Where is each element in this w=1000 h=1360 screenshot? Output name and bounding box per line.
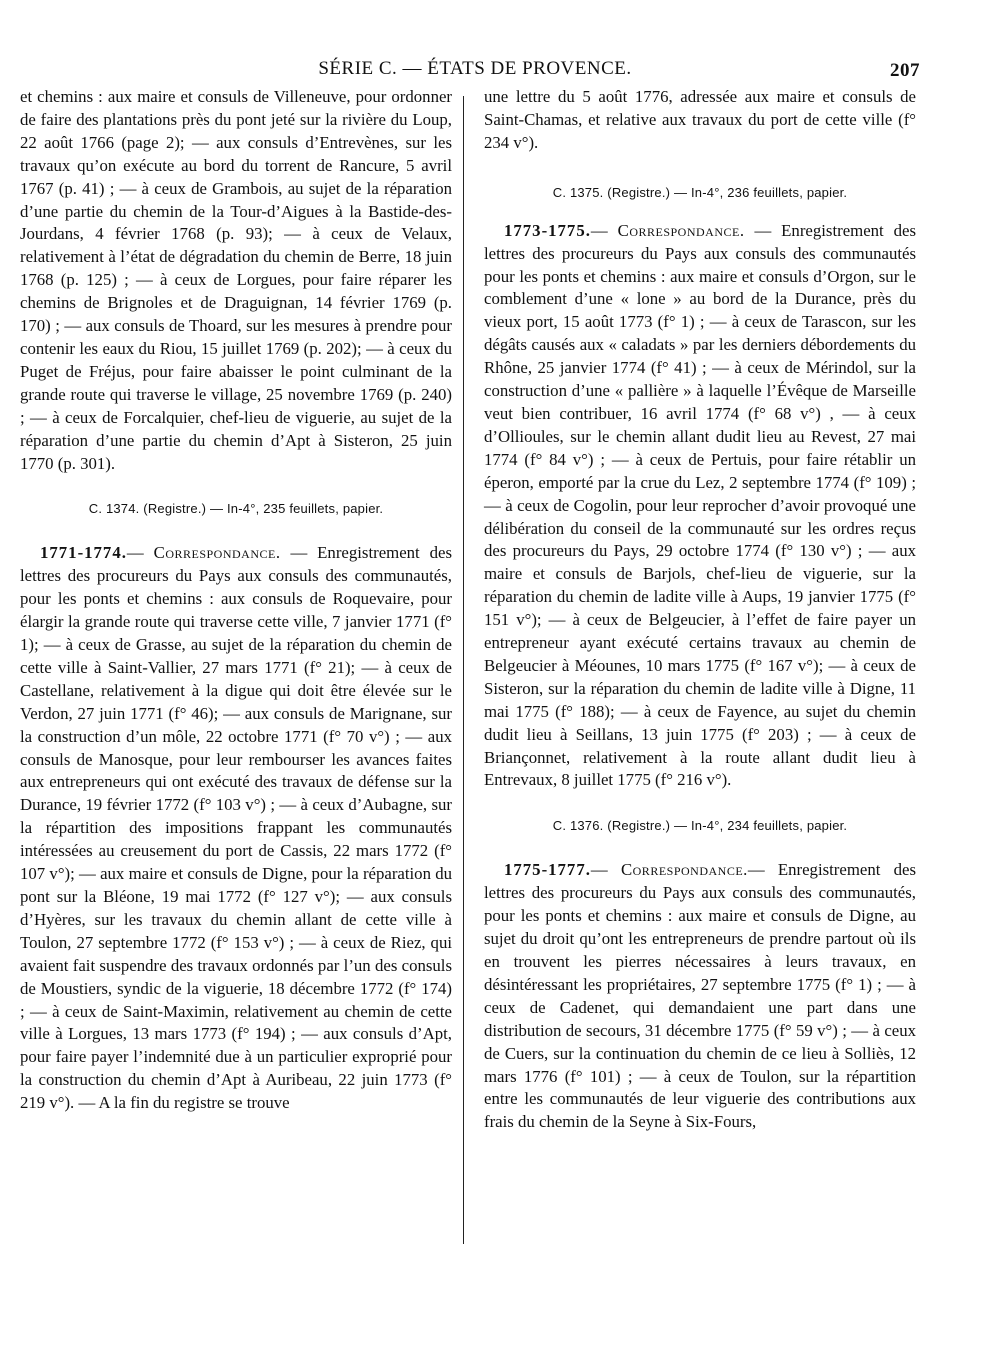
- entry-title: Correspondance.: [153, 543, 281, 563]
- page-number: 207: [890, 60, 920, 81]
- entry-dash: —: [590, 860, 621, 880]
- entry-1775-1777: [484, 859, 916, 1134]
- entry-title: Correspondance.: [617, 220, 745, 240]
- running-head: [0, 58, 1000, 84]
- entry-text: — Enregistrement des lettres des procureurs du Pays aux consuls des communautés pour les ponts et chemins : aux maire et consuls d’Orgon, sur le comblement d’une « lone » au bord de la Durance, près du vieux port, 15 août 1773 (f° 1) ; — à ceux de Tarascon, sur les dégâts causés aux « caladats » par les derniers débordements du Rhône, 25 janvier 1774 (f° 41) ; — à ceux de Mérindol, sur la construction d’une « pallière » à laquelle l’Évêque de Marseille veut bien contribuer, 16 avril 1774 (f° 68 v°) , — à ceux d’Ollioules, sur le chemin allant dudit lieu au Revest, 27 mai 1774 (f° 84 v°) ; — à ceux de Pertuis, pour faire rétablir un éperon, emporté par la crue du Lez, 2 septembre 1774 (f° 109) ; — à ceux de Cogolin, pour leur reprocher d’avoir provoqué une délibération du conseil de la communauté sur les ordres reçus des procureurs du Pays, 29 octobre 1774 (f° 130 v°) ; — aux maire et consuls de Barjols, chef-lieu de viguerie, sur la réparation du chemin de ladite ville à Aups, 19 janvier 1775 (f° 151 v°); — à ceux de Belgeucier, à l’effet de faire payer un entrepreneur ayant exécuté certains travaux au chemin de Belgeucier à Méounes, 10 mars 1775 (f° 167 v°); — à ceux de Sisteron, sur la réparation du chemin de ladite ville à Digne, 11 mai 1775 (f° 188); — à ceux de Fayence, au sujet du chemin dudit lieu à Seillans, 13 juin 1775 (f° 203) ; — à ceux de Briançonnet, relativement à la route allant dudit lieu à Entrevaux, 8 juillet 1775 (f° 216 v°).: [484, 220, 916, 790]
- paragraph-continuation: et chemins : aux maire et consuls de Villeneuve, pour ordonner de faire des plantations près du pont jeté sur la rivière du Loup, 22 août 1766 (page 2); — aux consuls d’Entrevènes, sur les travaux qu’on exécute au bord du torrent de Rancure, 5 avril 1767 (p. 41) ; — à ceux de Grambois, au sujet de la réparation d’une partie du chemin de la Tour-d’Aigues à la Bastide-des-Jourdans, 4 février 1768 (p. 93); — à ceux de Velaux, relativement à l’état de dégradation du chemin de Berre, 18 juin 1768 (p. 125) ; — à ceux de Lorgues, pour faire réparer les chemins de Brignoles et de Draguignan, 14 février 1769 (p. 170) ; — aux consuls de Thoard, sur les mesures à prendre pour contenir les eaux du Riou, 15 juillet 1769 (p. 202); — à ceux du Puget de Fréjus, pour faire abaisser le point culminant de la grande route qui traverse le village, 25 novembre 1769 (p. 240) ; — à ceux de Forcalquier, chef-lieu de viguerie, au sujet de la réparation d’une partie du chemin d’Apt à Sisteron, 25 juin 1770 (p. 301).: [20, 87, 452, 473]
- shelfmark-c1374: C. 1374. (Registre.) — In-4°, 235 feuillets, papier.: [88, 501, 384, 517]
- entry-1773-1775: [484, 220, 916, 793]
- column-divider: [463, 96, 464, 1244]
- entry-years: 1775-1777.: [504, 860, 591, 880]
- entry-dash: —: [126, 543, 154, 563]
- entry-text: — Enregistrement des lettres des procureurs du Pays aux consuls des communautés, pour les ponts et chemins : aux maire et consuls de Digne, au sujet du droit qu’ont les entrepreneurs de prendre partout où ils en trouvent les pierres nécessaires à leurs travaux, en désintéressant les propriétaires, 27 septembre 1775 (f° 1) ; — à ceux de Cadenet, qui demandaient une part dans une distribution de secours, 31 décembre 1775 (f° 59 v°) ; — à ceux de Cuers, sur la continuation du chemin de ce lieu à Solliès, 12 mars 1776 (f° 101) ; — à ceux de Toulon, sur la répartition entre les communautés de leur viguerie des contributions aux frais du chemin de la Seyne à Six-Fours,: [484, 860, 916, 1132]
- entry-title: Correspondance.: [620, 860, 748, 880]
- entry-dash: —: [590, 220, 618, 240]
- paragraph-continuation: une lettre du 5 août 1776, adressée aux maire et consuls de Saint-Chamas, et relative aux travaux du port de cette ville (f° 234 v°).: [484, 87, 916, 152]
- left-column: [20, 86, 452, 1115]
- shelfmark-c1375: C. 1375. (Registre.) — In-4°, 236 feuillets, papier.: [552, 184, 848, 200]
- entry-1771-1774: [20, 542, 452, 1115]
- entry-years: 1773-1775.: [504, 220, 591, 240]
- shelfmark-c1376: C. 1376. (Registre.) — In-4°, 234 feuillets, papier.: [552, 818, 848, 834]
- running-title: SÉRIE C. — ÉTATS DE PROVENCE.: [318, 58, 632, 79]
- right-column: [484, 86, 916, 1134]
- entry-text: — Enregistrement des lettres des procureurs du Pays aux consuls des communautés, pour les ponts et chemins : aux consuls de Roquevaire, pour élargir la grande route qui traverse cette ville, 7 janvier 1771 (f° 1); — à ceux de Grasse, au sujet de la réparation du chemin de cette ville à Saint-Vallier, 27 mars 1771 (f° 21); — à ceux de Castellane, relativement à la digue qui doit être élevée sur le Verdon, 27 juin 1771 (f° 46); — aux consuls de Marignane, sur la construction d’un môle, 22 octobre 1771 (f° 70 v°) ; — aux consuls de Manosque, pour leur rembourser les avances faites aux entrepreneurs qui ont exécuté des travaux de défense sur la Durance, 19 février 1772 (f° 103 v°) ; — à ceux d’Aubagne, sur la répartition des impositions frappant les communautés intéressées au creusement du port de Cassis, 22 mars 1772 (f° 107 v°); — aux maire et consuls de Digne, pour la réparation du pont sur la Bléone, 19 mai 1772 (f° 127 v°); — aux consuls d’Hyères, sur les travaux du chemin allant de cette ville à Toulon, 27 septembre 1772 (f° 153 v°) ; — à ceux de Riez, qui avaient fait suspendre des travaux ordonnés par l’un des consuls de Moustiers, syndic de la viguerie, 18 décembre 1772 (f° 174) ; — à ceux de Saint-Maximin, relativement au chemin de cette ville à Lorgues, 13 mars 1773 (f° 194) ; — aux consuls d’Apt, pour faire payer l’indemnité due à un particulier exproprié pour la construction du chemin d’Apt à Auribeau, 22 juin 1773 (f° 219 v°). — A la fin du registre se trouve: [20, 543, 452, 1113]
- entry-years: 1771-1774.: [40, 543, 127, 563]
